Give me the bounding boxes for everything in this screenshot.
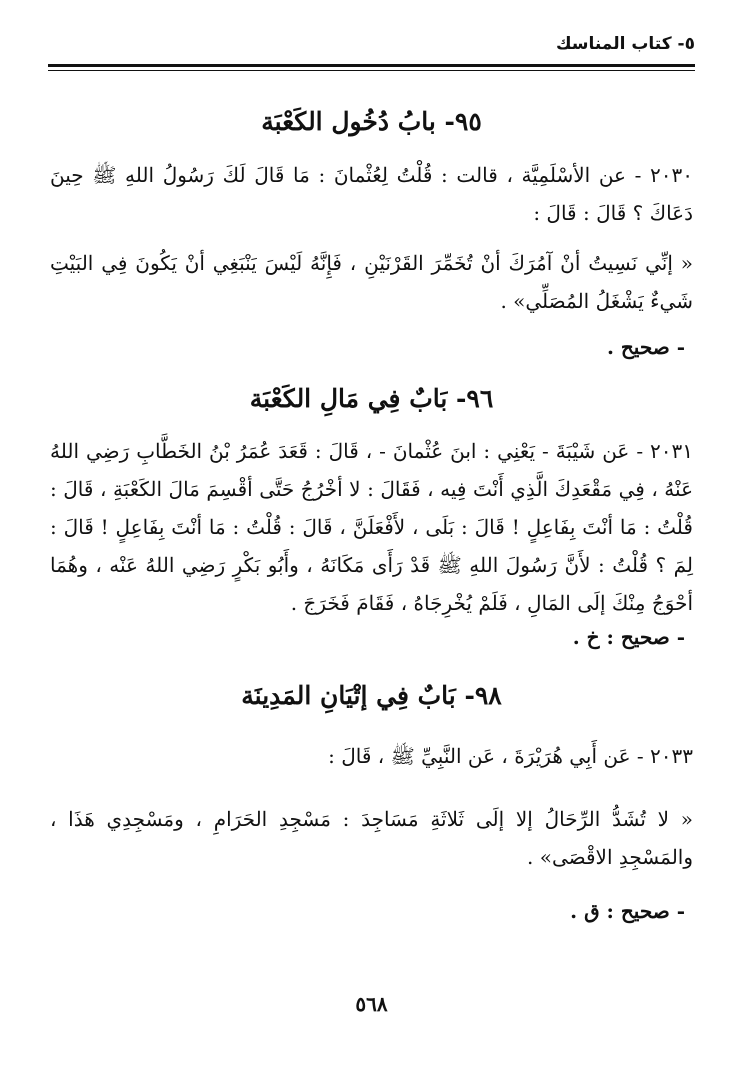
section-title: ٩٦- بَابٌ فِي مَالِ الكَعْبَة xyxy=(249,384,494,413)
hadith-quote: « لا تُشَدُّ الرِّحَالُ إلا إلَى ثَلاثَةِ مَسَاجِدَ : مَسْجِدِ الحَرَامِ ، ومَسْجِدِي هَذَا ، والمَسْجِدِ الاقْصَى» . xyxy=(50,807,693,869)
hadith-text: ٢٠٣٣ - عَن أَبِي هُرَيْرَةَ ، عَن النَّبِيِّ ﷺ ، قَالَ : xyxy=(328,744,693,768)
section-title: ٩٥- بابُ دُخُول الكَعْبَة xyxy=(261,107,482,136)
hadith-text: ٢٠٣١ - عَن شَيْبَةَ - يَعْنِي : ابنَ عُثْمانَ - ، قَالَ : قَعَدَ عُمَرُ بْنُ الخَطَّابِ رَضِي اللهُ عَنْهُ ، فِي مَقْعَدِكَ الَّذِي أَنْتَ فِيه ، فَقَالَ : لا أخْرُجُ حَتَّى أقْسِمَ مَالَ الكَعْبَةِ ، قَالَ : قُلْتُ : مَا أنْتَ بِفَاعِلٍ ! قَالَ : بَلَى ، لأَفْعَلَنَّ ، قَالَ : قُلْتُ : مَا أنْتَ بِفَاعِلٍ ! قَالَ : لِمَ ؟ قُلْتُ : لأَنَّ رَسُولَ اللهِ ﷺ قَدْ رَأَى مَكَانَهُ ، وأَبُو بَكْرٍ رَضِي اللهُ عَنْه ، وهُمَا أحْوَجُ مِنْكَ إلَى المَالِ ، فَلَمْ يُخْرِجَاهُ ، فَقَامَ فَخَرَجَ . xyxy=(50,439,693,615)
header-rule-thick xyxy=(48,64,695,67)
hadith-grade: - صحيح : ق . xyxy=(570,899,685,923)
page-number: ٥٦٨ xyxy=(355,992,388,1016)
hadith-grade: - صحيح . xyxy=(606,335,685,359)
hadith-quote: « إنِّي نَسِيتُ أنْ آمُرَكَ أنْ تُخَمِّرَ القَرْنَيْنِ ، فَإِنَّهُ لَيْسَ يَنْبَغِي أنْ يَكُونَ فِي البَيْتِ شَيءٌ يَشْغَلُ المُصَلِّي» . xyxy=(50,251,693,313)
header-rule-thin xyxy=(48,70,695,71)
section-title: ٩٨- بَابٌ فِي إتْيَانِ المَدِينَة xyxy=(241,681,502,710)
running-head: ٥- كتاب المناسك xyxy=(555,34,695,54)
hadith-grade: - صحيح : خ . xyxy=(572,625,685,649)
hadith-text: ٢٠٣٠ - عن الأسْلَمِيَّة ، قالت : قُلْتُ لِعُثْمانَ : مَا قَالَ لَكَ رَسُولُ اللهِ ﷺ حِينَ دَعَاكَ ؟ قَالَ : قَالَ : xyxy=(50,163,693,225)
